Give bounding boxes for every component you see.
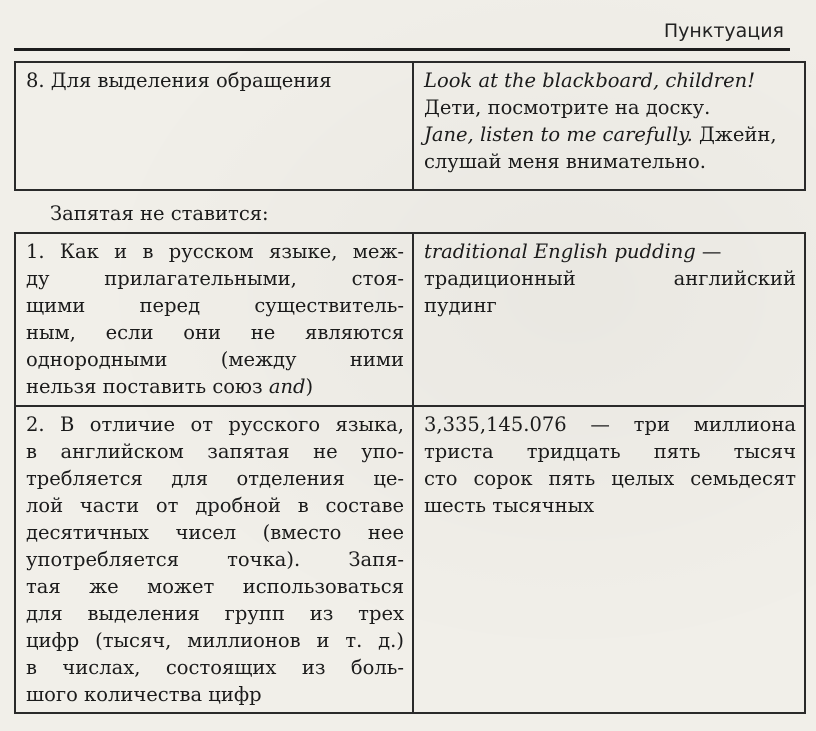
rule-text-line: употребляется точка). Запя- — [26, 548, 404, 571]
example-russian: Дети, посмотрите на доску. — [424, 96, 711, 119]
example-russian: шесть тысячных — [424, 494, 595, 517]
header-rule — [14, 48, 790, 51]
example-english: traditional English pudding — [424, 240, 696, 263]
rule-text-italic: and — [268, 375, 306, 398]
rule-cell — [15, 62, 413, 190]
rule-text-line: для выделения групп из трех — [26, 602, 404, 625]
example-english: Jane, listen to me carefully. — [424, 123, 693, 146]
example-russian: традиционный английский — [424, 267, 796, 290]
example-cell — [413, 233, 805, 406]
table-row — [15, 406, 805, 713]
rule-text-line: требляется для отделения це- — [26, 467, 404, 490]
rule-text-line: тая же может использоваться — [26, 575, 404, 598]
rule-text-line: ду прилагательными, стоя- — [26, 267, 404, 290]
rule-text-line: лой части от дробной в составе — [26, 494, 404, 517]
table-row — [15, 233, 805, 406]
subheading: Запятая не ставится: — [50, 202, 269, 225]
example-dash: — — [695, 240, 722, 263]
rule-text-line: 8. Для выделения обращения — [26, 69, 332, 92]
example-russian: сто сорок пять целых семьдесят — [424, 467, 796, 490]
table-row — [15, 62, 805, 190]
example-mixed-line — [424, 238, 796, 265]
running-head: Пунктуация — [663, 20, 784, 42]
rule-text-line: в английском запятая не упо- — [26, 440, 404, 463]
rule-text-line: 1. Как и в русском языке, меж- — [26, 240, 404, 263]
example-cell — [413, 406, 805, 713]
example-russian: пудинг — [424, 294, 497, 317]
rule-text-line: в числах, состоящих из боль- — [26, 656, 404, 679]
rule-text-fragment: ) — [305, 375, 314, 398]
rule-text-line: однородными (между ними — [26, 348, 404, 371]
punctuation-table-bottom — [14, 232, 806, 714]
example-cell — [413, 62, 805, 190]
rule-text-line: щими перед существитель- — [26, 294, 404, 317]
rule-text-fragment: нельзя поставить союз — [26, 375, 269, 398]
rule-cell — [15, 406, 413, 713]
rule-text-line: цифр (тысяч, миллионов и т. д.) — [26, 629, 404, 652]
example-russian: слушай меня внимательно. — [424, 150, 706, 173]
example-russian: 3,335,145.076 — три миллиона — [424, 413, 796, 436]
rule-text-line: шого количества цифр — [26, 683, 262, 706]
rule-text-line — [26, 373, 404, 400]
example-russian: Джейн, — [692, 123, 777, 146]
rule-text-line: десятичных чисел (вместо нее — [26, 521, 404, 544]
rule-cell — [15, 233, 413, 406]
example-russian: триста тридцать пять тысяч — [424, 440, 796, 463]
example-english: Look at the blackboard, children! — [424, 69, 756, 92]
example-mixed-line — [424, 121, 796, 148]
rule-text-line: 2. В отличие от русского языка, — [26, 413, 404, 436]
rule-text-line: ным, если они не являются — [26, 321, 404, 344]
punctuation-table-top — [14, 61, 806, 191]
